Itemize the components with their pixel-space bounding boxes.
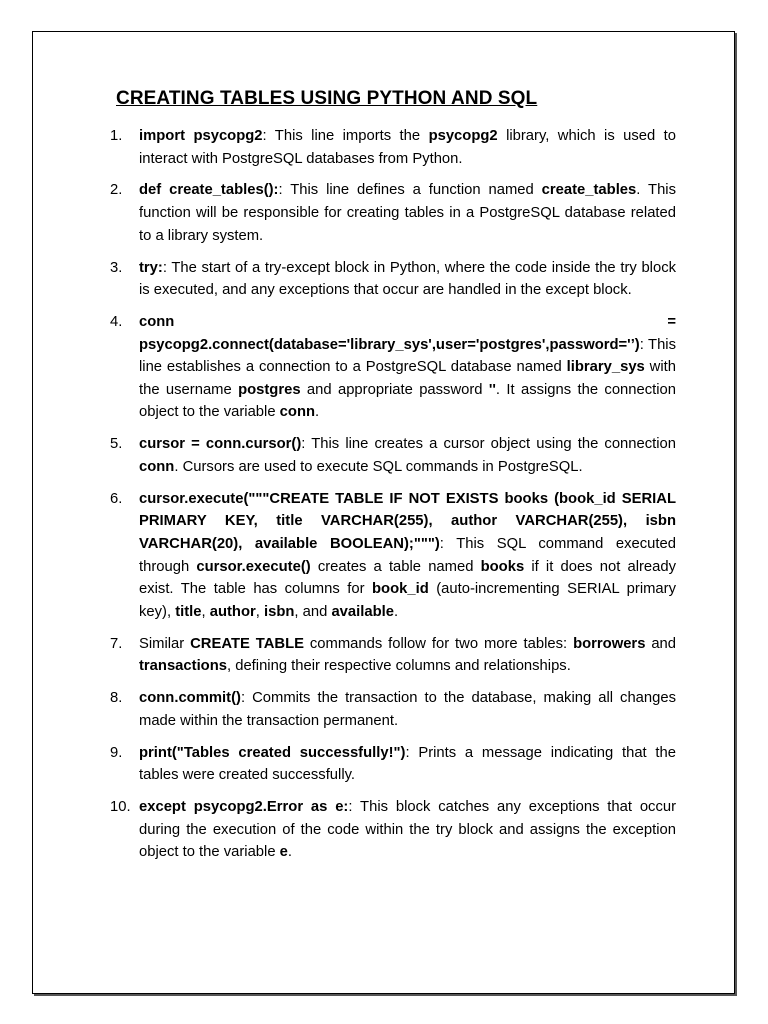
bold-term: available xyxy=(331,603,394,620)
bold-term: conn xyxy=(139,314,175,331)
text-run: library, which is used to interact with PostgreSQL databases from Python. xyxy=(139,128,676,167)
text-run: with the username xyxy=(139,359,676,398)
text-run: : This line defines a function named xyxy=(278,182,542,199)
bold-term: borrowers xyxy=(573,635,646,652)
list-item xyxy=(110,796,676,864)
list-number: 8. xyxy=(110,690,123,707)
bold-term: title xyxy=(175,603,202,620)
bold-term: import psycopg2 xyxy=(139,128,263,144)
document-title: CREATING TABLES USING PYTHON AND SQL xyxy=(116,88,538,109)
list-number: 5. xyxy=(110,436,123,453)
list-item-text xyxy=(139,796,676,864)
list-item-text xyxy=(139,125,676,170)
list-number: 1. xyxy=(110,128,123,144)
text-run: . xyxy=(393,603,399,620)
bold-term: = xyxy=(667,314,676,331)
text-run: : Prints a message indicating that the tables were created successfully. xyxy=(139,744,676,784)
list-item xyxy=(110,257,676,302)
list-item xyxy=(110,488,676,624)
text-run: : This line establishes a connection to a PostgreSQL database named xyxy=(139,336,676,376)
text-run: , xyxy=(201,603,210,620)
text-run: , and xyxy=(294,603,332,620)
bold-term: try: xyxy=(139,259,163,276)
list-item xyxy=(110,179,676,247)
text-run: , xyxy=(255,603,264,620)
list-item-text xyxy=(139,687,676,732)
text-run: commands follow for two more tables: xyxy=(303,635,574,652)
bold-term: create_tables xyxy=(541,182,637,199)
list-number: 3. xyxy=(110,259,123,276)
bold-term: transactions xyxy=(139,658,227,675)
list-number: 9. xyxy=(110,744,123,761)
list-item-text xyxy=(139,257,676,302)
text-run: . It assigns the connection object to the variable xyxy=(139,381,676,421)
list-item-text xyxy=(139,633,676,678)
bold-term: author xyxy=(209,603,256,620)
text-run: and appropriate password xyxy=(300,381,489,398)
list-item-text xyxy=(139,179,676,247)
list-number: 6. xyxy=(110,490,123,507)
list-item xyxy=(110,687,676,732)
text-run: . xyxy=(287,844,293,861)
bold-term: psycopg2.connect(database='library_sys',user='postgres',password='’) xyxy=(139,336,640,353)
bold-term: postgres xyxy=(238,381,301,398)
split-first-line xyxy=(139,311,676,334)
text-run: : This line imports the xyxy=(262,128,429,144)
text-run: : The start of a try-except block in Python, where the code inside the try block is executed, and any exceptions that occur are handled in the except block. xyxy=(139,259,676,299)
text-run: : This line creates a cursor object using the connection xyxy=(301,436,677,453)
bold-term: book_id xyxy=(372,581,429,598)
text-run: : This block catches any exceptions that occur during the execution of the code within the try block and assigns the exception object to the variable xyxy=(139,799,677,861)
bold-term: cursor.execute("""CREATE TABLE IF NOT EXISTS books (book_id SERIAL PRIMARY KEY, title VARCHAR(255), author VARCHAR(255), isbn VARCHAR(20), available BOOLEAN);""") xyxy=(139,490,676,552)
text-run: : This SQL command executed through xyxy=(139,535,676,575)
bold-term: conn.commit() xyxy=(139,690,241,707)
bold-term: '' xyxy=(488,381,496,398)
bold-term: print("Tables created successfully!") xyxy=(139,744,406,761)
bold-term: except psycopg2.Error as e: xyxy=(139,799,349,816)
bold-term: conn xyxy=(139,458,175,475)
bold-term: conn xyxy=(279,404,316,421)
list-number: 2. xyxy=(110,182,123,199)
list-number: 4. xyxy=(110,314,123,331)
bold-term: e xyxy=(279,844,288,861)
list-item xyxy=(110,633,676,678)
list-item xyxy=(110,125,676,170)
bold-term: isbn xyxy=(264,603,295,620)
text-run: , defining their respective columns and relationships. xyxy=(227,658,571,675)
list-item xyxy=(110,433,676,478)
list-item xyxy=(110,742,676,787)
text-run: : Commits the transaction to the database, making all changes made within the transaction permanent. xyxy=(139,690,676,729)
list-item-text xyxy=(139,488,676,624)
text-run: and xyxy=(645,635,677,652)
list-item-text xyxy=(139,311,676,424)
text-run: if it does not already exist. The table has columns for xyxy=(139,558,677,598)
bold-term: psycopg2 xyxy=(428,128,498,144)
list-item-text xyxy=(139,742,676,787)
bold-term: def create_tables(): xyxy=(139,182,279,199)
text-run: . This function will be responsible for creating tables in a PostgreSQL database related to a library system. xyxy=(139,182,676,244)
text-run: creates a table named xyxy=(310,558,481,575)
list-number: 7. xyxy=(110,635,123,652)
list-item-text xyxy=(139,433,676,478)
bold-term: books xyxy=(480,558,525,575)
bold-term: cursor = conn.cursor() xyxy=(139,436,302,453)
bold-term: cursor.execute() xyxy=(196,558,311,575)
bold-term: library_sys xyxy=(566,359,645,376)
text-run: Similar xyxy=(139,635,191,652)
text-run: . Cursors are used to execute SQL commands in PostgreSQL. xyxy=(174,458,583,475)
list-item xyxy=(110,311,676,424)
explanation-list xyxy=(110,125,676,873)
list-number: 10. xyxy=(110,799,131,816)
bold-term: CREATE TABLE xyxy=(190,635,304,652)
text-run: . xyxy=(315,404,320,421)
text-run: (auto-incrementing SERIAL primary key), xyxy=(139,581,676,620)
